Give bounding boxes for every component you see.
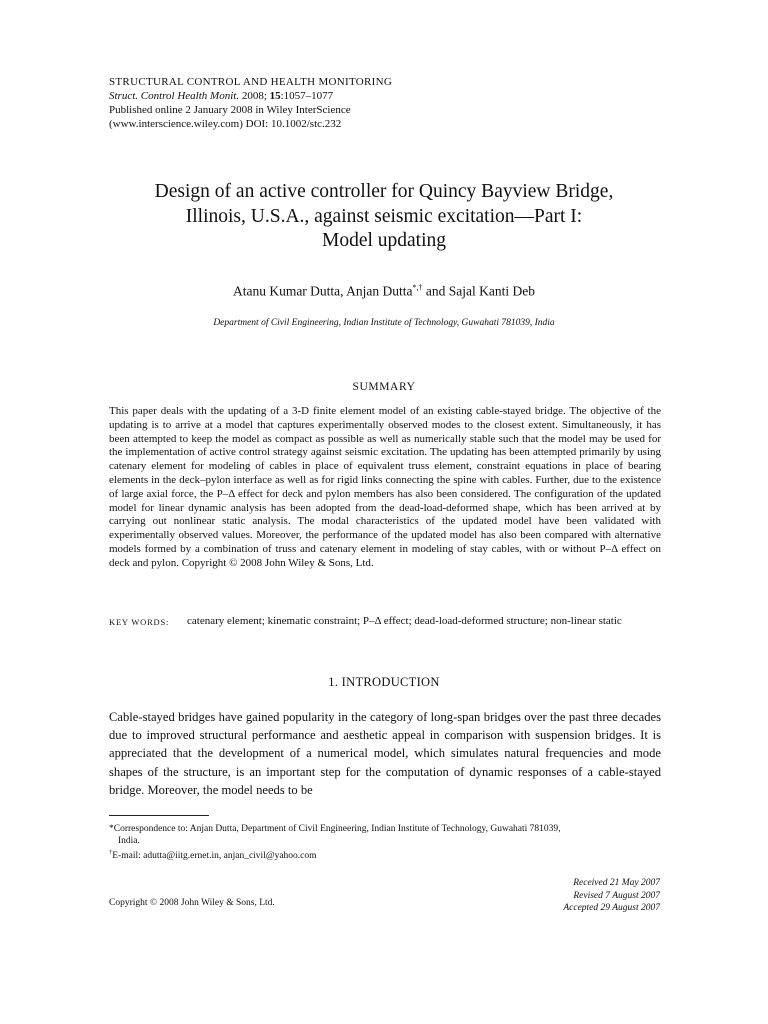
footnote-correspondence-cont: India. bbox=[118, 836, 140, 846]
paper-title bbox=[90, 180, 678, 254]
introduction-heading: 1. INTRODUCTION bbox=[328, 675, 440, 689]
keywords-label: KEY WORDS: bbox=[109, 617, 170, 627]
summary-heading: SUMMARY bbox=[352, 381, 416, 393]
summary-text: This paper deals with the updating of a 3-D finite element model of an existing cable-stayed bridge. The objective of the updating is to arrive at a model that captures experimentally observed modes to the closest extent. Simultaneously, it has been attempted to keep the model as compact as possible as well as numerically stable such that the model may be used for the implementation of active control strategy against seismic excitation. The updating has been attempted primarily by using catenary element for modeling of cables in place of equivalent truss element, constraint equations in place of bearing elements in the deck–pylon interface as well as for rigid links connecting the spine with cables. Further, due to the existence of large axial force, the P–Δ effect for deck and pylon members has also been considered. The configuration of the updated model for linear dynamic analysis has been adopted from the dead-load-deformed shape, which has been arrived at by carrying out nonlinear static analysis. The modal characteristics of the updated model have been validated with experimentally observed values. Moreover, the performance of the updated model has also been compared with alternative models formed by a combination of truss and catenary element in modeling of stay cables, with or without P–Δ effect on deck and pylon. Copyright © 2008 John Wiley & Sons, Ltd. bbox=[109, 405, 661, 569]
author-list bbox=[90, 283, 678, 300]
keywords-text: catenary element; kinematic constraint; P–Δ effect; dead-load-deformed structure; non-linear static bbox=[187, 615, 622, 627]
journal-citation bbox=[109, 89, 392, 103]
author-footnote-mark: *,† bbox=[412, 283, 423, 292]
footnotes bbox=[109, 823, 669, 862]
journal-year: 2008; bbox=[241, 90, 267, 102]
authors-part-2: and Sajal Kanti Deb bbox=[422, 283, 536, 299]
footnote-email: E-mail: adutta@iitg.ernet.in, anjan_civil@yahoo.com bbox=[112, 851, 317, 862]
footnote-rule bbox=[109, 815, 209, 816]
submission-dates bbox=[563, 877, 660, 915]
copyright-notice: Copyright © 2008 John Wiley & Sons, Ltd. bbox=[109, 898, 275, 908]
journal-doi: (www.interscience.wiley.com) DOI: 10.1002/stc.232 bbox=[109, 118, 342, 130]
date-revised: Revised 7 August 2007 bbox=[573, 890, 660, 901]
title-line-1: Design of an active controller for Quincy Bayview Bridge, bbox=[154, 181, 614, 202]
journal-header bbox=[109, 75, 392, 131]
journal-volume: 15 bbox=[269, 90, 281, 102]
affiliation: Department of Civil Engineering, Indian Institute of Technology, Guwahati 781039, India bbox=[213, 318, 555, 328]
date-received: Received 21 May 2007 bbox=[573, 878, 660, 888]
journal-pages: :1057–1077 bbox=[280, 90, 334, 102]
email-footnote-mark: † bbox=[109, 849, 113, 856]
authors-part-1: Atanu Kumar Dutta, Anjan Dutta bbox=[232, 283, 413, 299]
journal-abbrev: Struct. Control Health Monit. bbox=[109, 90, 240, 102]
journal-published: Published online 2 January 2008 in Wiley InterScience bbox=[109, 104, 351, 116]
title-line-2: Illinois, U.S.A., against seismic excitation—Part I: bbox=[185, 205, 583, 227]
introduction-text: Cable-stayed bridges have gained popularity in the category of long-span bridges over the past three decades due to improved structural performance and aesthetic appeal in comparison with suspension bridges. It is appreciated that the development of a numerical model, which simulates natural frequencies and mode shapes of the structure, is an important step for the computation of dynamic responses of a cable-stayed bridge. Moreover, the model needs to be bbox=[109, 710, 661, 797]
footnote-email-line bbox=[109, 847, 669, 862]
footnote-correspondence: *Correspondence to: Anjan Dutta, Department of Civil Engineering, Indian Institute of Technology, Guwahati 781039, bbox=[109, 824, 561, 834]
keywords bbox=[109, 615, 661, 630]
date-accepted: Accepted 29 August 2007 bbox=[563, 903, 660, 913]
journal-name: STRUCTURAL CONTROL AND HEALTH MONITORING bbox=[109, 76, 393, 88]
title-line-3: Model updating bbox=[321, 230, 447, 251]
